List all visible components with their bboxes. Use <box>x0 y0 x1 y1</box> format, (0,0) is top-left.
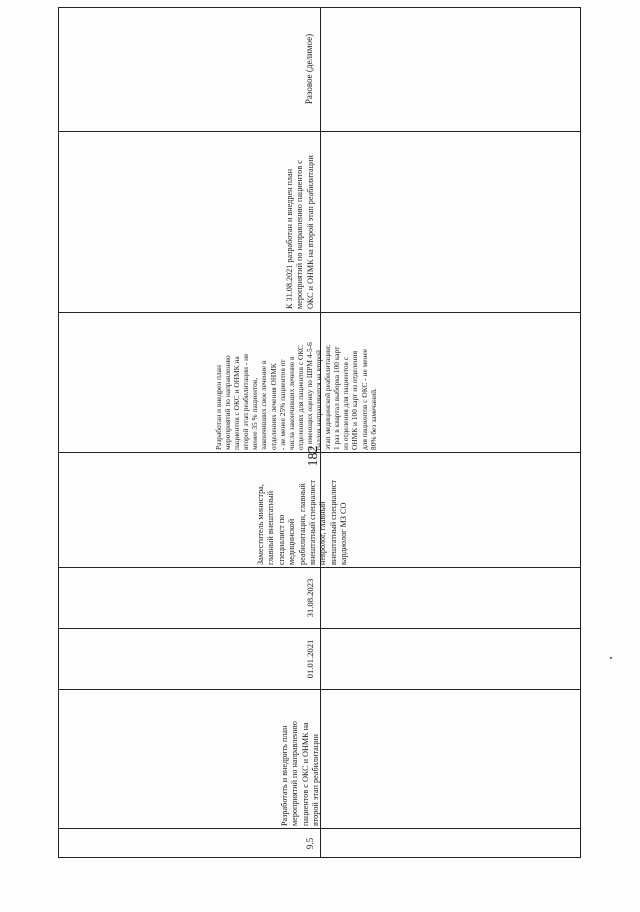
column-divider <box>58 689 580 690</box>
cell-type-text: Разовое (делимое) <box>304 33 314 105</box>
cell-result <box>206 315 378 450</box>
column-divider <box>58 312 580 313</box>
cell-control-point <box>282 134 320 309</box>
cell-responsible <box>252 455 349 565</box>
scan-speck <box>610 657 612 659</box>
column-divider <box>58 828 580 829</box>
table-border-top <box>58 7 580 8</box>
cell-control-point-text: К 31.08.2021 разработан и внедрен план мероприятий по направлению пациентов с ОКС и ОНМК на второй этап реабилитации <box>285 155 315 309</box>
cell-type <box>300 10 320 128</box>
table-border-right <box>580 7 581 858</box>
cell-result-text: Разработан и внедрен план мероприятий по направлению пациентов с ОКС и ОНМК на второй этап реабилитации - не менее 35 % пациентов, закончивших свое лечение в отделениях лечения ОНМК - не менее 25% пациентов от числа закончивших лечение в отделениях для пациентов с ОКС и имеющих оценку по ШРМ 4-5-6 баллов направляются на второй этап медицинской реабилитации; 1 раз в квартал выборка 100 карт из отделения для пациентов с ОНМК и 100 карт из отделения для пациентов с ОКС - не менее 80% без замечаний. <box>214 342 378 450</box>
table-border-bottom <box>58 857 580 858</box>
table-border-left <box>58 7 59 858</box>
cell-end-date-text: 31.08.2023 <box>305 578 315 618</box>
cell-row-number-text: 9.5 <box>305 837 315 850</box>
cell-measure-text: Разработать и внедрить план мероприятий по направлению пациентов с ОКС и ОНМК на второй этап реабилитации <box>280 721 321 826</box>
cell-start-date <box>300 631 320 687</box>
cell-responsible-text: Заместитель министра, главный внештатный специалист по медицинской реабилитации, главный внештатный специалист невролог, главный внештатный специалист кардиолог МЗ СО <box>256 480 349 565</box>
page-number: 182 <box>306 445 321 467</box>
cell-end-date <box>300 570 320 626</box>
cell-measure <box>276 692 320 826</box>
cell-start-date-text: 01.01.2021 <box>305 639 315 679</box>
column-divider <box>58 628 580 629</box>
cell-row-number <box>300 831 320 856</box>
column-divider <box>58 131 580 132</box>
column-divider <box>58 567 580 568</box>
